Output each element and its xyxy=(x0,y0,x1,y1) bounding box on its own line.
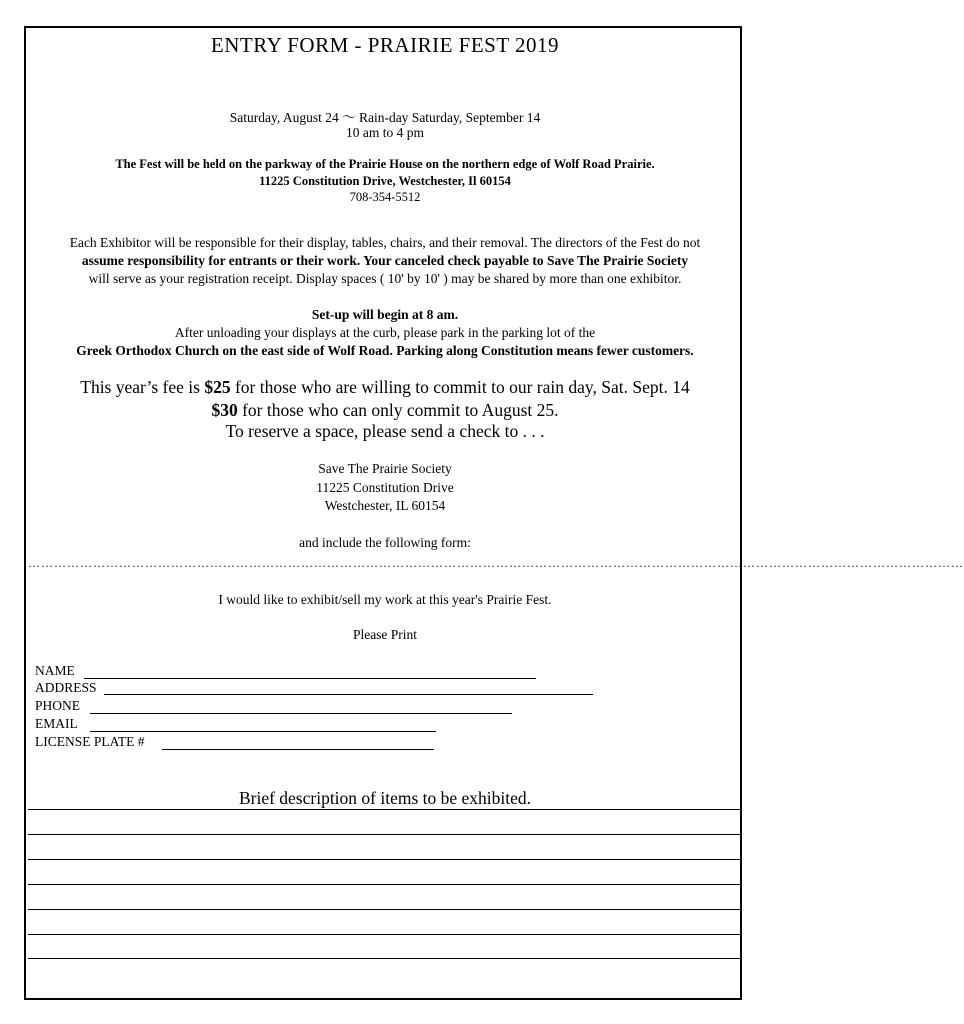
fee-line-1 xyxy=(0,377,770,398)
responsibility-line-2: assume responsibility for entrants or their work. Your canceled check payable to Save The Prairie Society xyxy=(81,253,689,268)
fee-line-3: To reserve a space, please send a check to . . . xyxy=(225,421,545,441)
email-field[interactable] xyxy=(90,731,436,732)
setup-time: Set-up will begin at 8 am. xyxy=(311,307,459,322)
address-label: ADDRESS xyxy=(35,680,97,695)
event-hours: 10 am to 4 pm xyxy=(346,125,424,140)
fee-text-post-2: for those who can only commit to August 25. xyxy=(237,400,559,420)
fee-line-2 xyxy=(0,400,770,421)
description-label: Brief description of items to be exhibited. xyxy=(238,788,532,808)
address-city: Westchester, IL 60154 xyxy=(324,498,446,513)
fee-amount-30: $30 xyxy=(211,400,238,420)
phone-label: PHONE xyxy=(35,698,81,713)
fee-text-post: for those who are willing to commit to our rain day, Sat. Sept. 14 xyxy=(230,377,690,397)
description-line-2[interactable] xyxy=(28,834,740,835)
cut-line: ……………………………………………………………………………………………………………………………………………………………………………………………… xyxy=(28,556,964,570)
description-line-5[interactable] xyxy=(28,909,740,910)
setup-parking: After unloading your displays at the curb, please park in the parking lot of the xyxy=(174,325,596,340)
description-line-7[interactable] xyxy=(28,958,740,959)
description-line-1[interactable] xyxy=(28,809,740,810)
fee-amount-25: $25 xyxy=(204,377,231,397)
location-address: 11225 Constitution Drive, Westchester, Il 60154 xyxy=(259,174,511,188)
description-line-3[interactable] xyxy=(28,859,740,860)
license-plate-field[interactable] xyxy=(162,749,434,750)
address-street: 11225 Constitution Drive xyxy=(316,480,454,495)
include-text: and include the following form: xyxy=(299,535,471,550)
address-field[interactable] xyxy=(104,694,593,695)
responsibility-line-3: will serve as your registration receipt. Display spaces ( 10' by 10' ) may be shared by more than one exhibitor. xyxy=(88,271,682,286)
location-phone: 708-354-5512 xyxy=(349,190,421,204)
description-line-4[interactable] xyxy=(28,884,740,885)
fee-text-pre: This year’s fee is xyxy=(80,377,205,397)
address-name: Save The Prairie Society xyxy=(318,461,452,476)
form-intro: I would like to exhibit/sell my work at this year's Prairie Fest. xyxy=(218,592,552,607)
page-title: ENTRY FORM - PRAIRIE FEST 2019 xyxy=(210,33,560,57)
name-field[interactable] xyxy=(84,678,536,679)
email-label: EMAIL xyxy=(35,716,78,731)
setup-church: Greek Orthodox Church on the east side of Wolf Road. Parking along Constitution means fewer customers. xyxy=(76,343,694,358)
description-line-6[interactable] xyxy=(28,934,740,935)
phone-field[interactable] xyxy=(90,713,512,714)
please-print: Please Print xyxy=(352,627,418,642)
name-label: NAME xyxy=(35,663,75,678)
responsibility-line-1: Each Exhibitor will be responsible for their display, tables, chairs, and their removal. The directors of the Fest do not xyxy=(69,235,701,250)
license-label: LICENSE PLATE # xyxy=(35,734,145,749)
event-dates: Saturday, August 24 〜 Rain-day Saturday, September 14 xyxy=(229,110,541,125)
location-line: The Fest will be held on the parkway of the Prairie House on the northern edge of Wolf Road Prairie. xyxy=(115,157,655,171)
